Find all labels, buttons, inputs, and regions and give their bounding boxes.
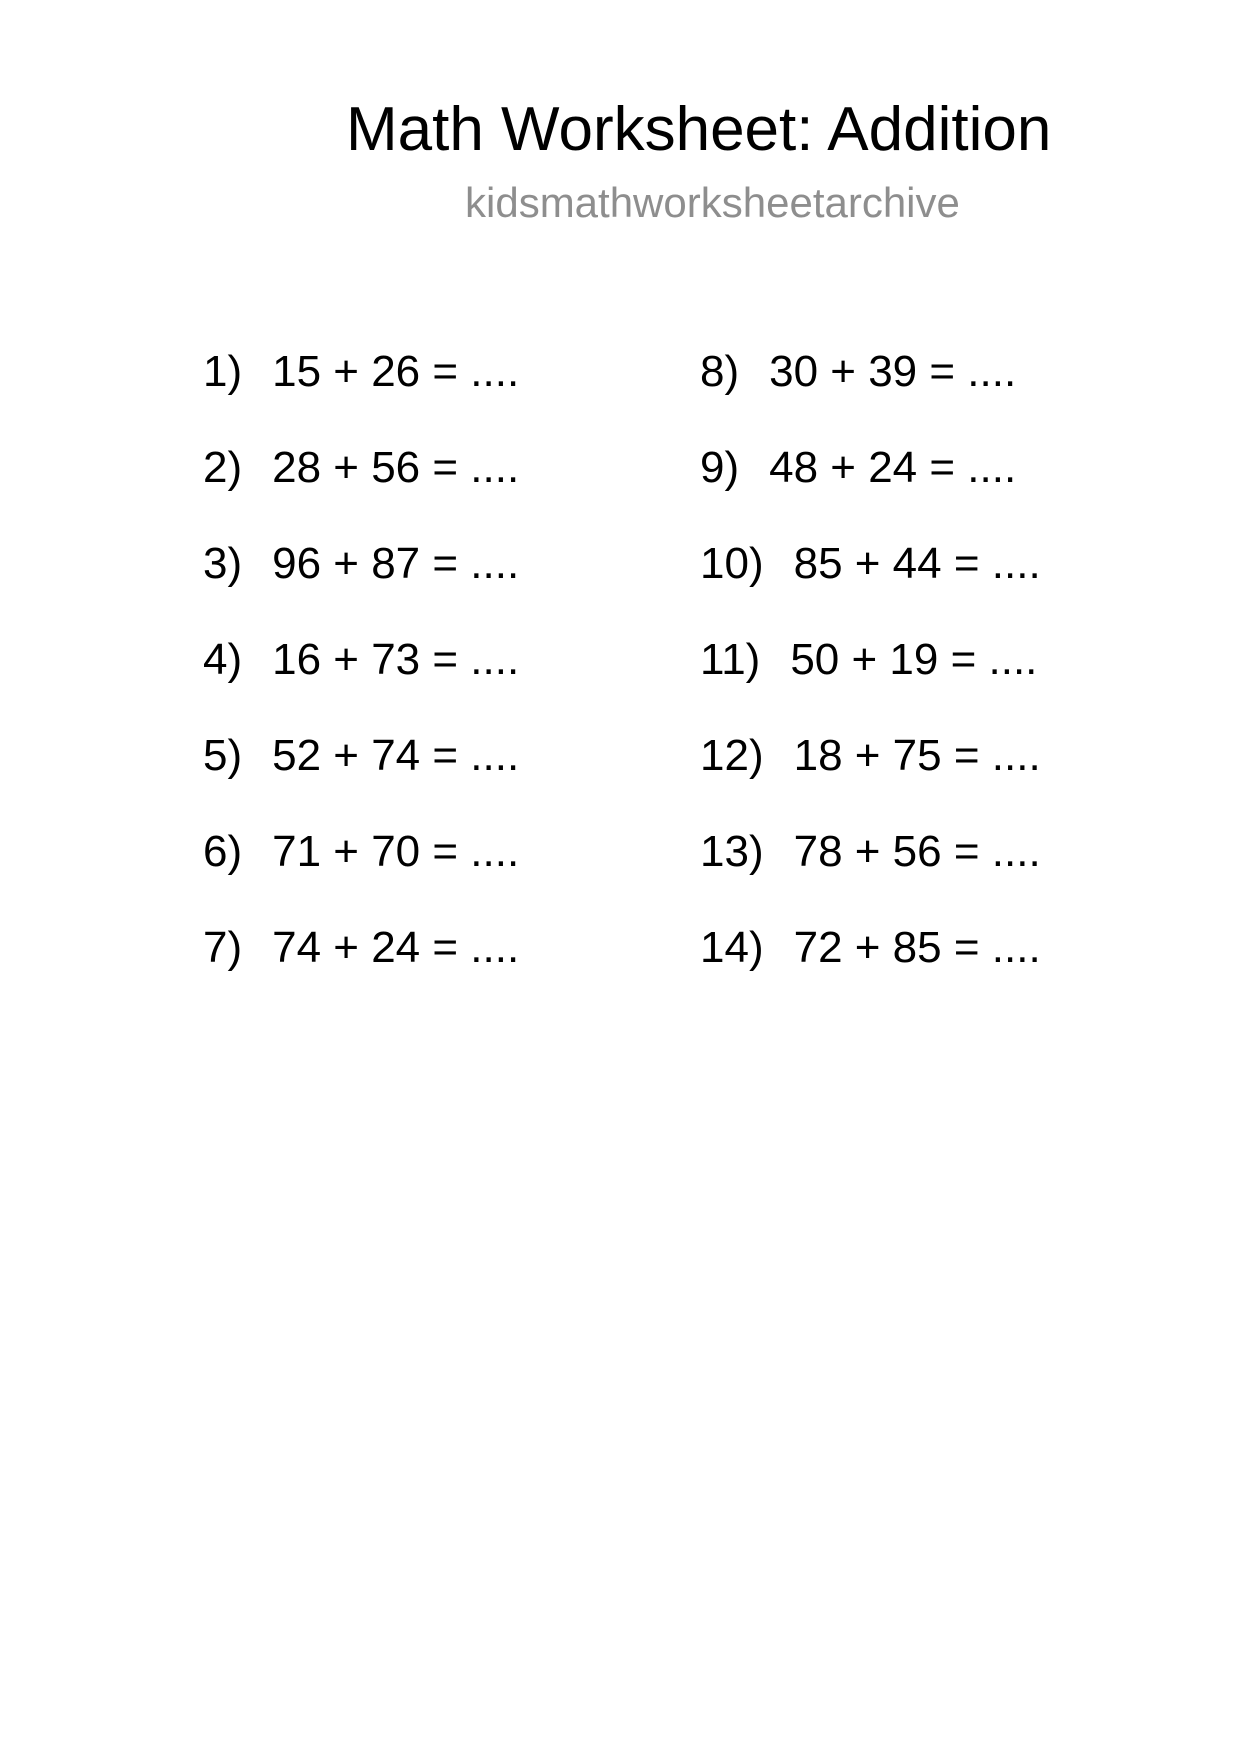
problem-number: 6): [203, 827, 243, 876]
problem-number: 7): [203, 923, 243, 972]
problem-number: 5): [203, 731, 243, 780]
problem-expression: 18 + 75 = ....: [793, 731, 1041, 780]
problem-row: [203, 708, 519, 804]
problem-row: [700, 612, 1041, 708]
problem-row: [203, 612, 519, 708]
problem-number: 2): [203, 443, 243, 492]
problem-expression: 52 + 74 = ....: [272, 731, 520, 780]
page-title: Math Worksheet: Addition: [346, 95, 1052, 164]
problem-expression: 50 + 19 = ....: [790, 635, 1038, 684]
problem-expression: 30 + 39 = ....: [769, 347, 1017, 396]
problems-column-left: [203, 324, 519, 996]
problem-expression: 71 + 70 = ....: [272, 827, 520, 876]
problem-expression: 16 + 73 = ....: [272, 635, 520, 684]
problem-row: [700, 516, 1041, 612]
problem-number: 1): [203, 347, 243, 396]
problem-number: 4): [203, 635, 243, 684]
problem-number: 8): [700, 347, 740, 396]
problem-number: 3): [203, 539, 243, 588]
problem-number: 14): [700, 923, 764, 972]
problem-row: [700, 708, 1041, 804]
problem-row: [700, 900, 1041, 996]
problem-expression: 15 + 26 = ....: [272, 347, 520, 396]
problem-expression: 48 + 24 = ....: [769, 443, 1017, 492]
problem-number: 13): [700, 827, 764, 876]
problem-row: [700, 324, 1041, 420]
problem-expression: 28 + 56 = ....: [272, 443, 520, 492]
problem-expression: 78 + 56 = ....: [793, 827, 1041, 876]
problem-row: [203, 324, 519, 420]
problem-expression: 74 + 24 = ....: [272, 923, 520, 972]
problem-row: [203, 900, 519, 996]
problem-expression: 85 + 44 = ....: [793, 539, 1041, 588]
problem-expression: 72 + 85 = ....: [793, 923, 1041, 972]
problem-expression: 96 + 87 = ....: [272, 539, 520, 588]
problem-number: 10): [700, 539, 764, 588]
problems-column-right: [700, 324, 1041, 996]
problem-row: [203, 804, 519, 900]
problem-row: [203, 516, 519, 612]
problem-number: 11): [700, 635, 761, 684]
problem-row: [700, 420, 1041, 516]
problem-row: [700, 804, 1041, 900]
problem-number: 12): [700, 731, 764, 780]
problem-number: 9): [700, 443, 740, 492]
watermark-text: kidsmathworksheetarchive: [465, 179, 960, 226]
problem-row: [203, 420, 519, 516]
